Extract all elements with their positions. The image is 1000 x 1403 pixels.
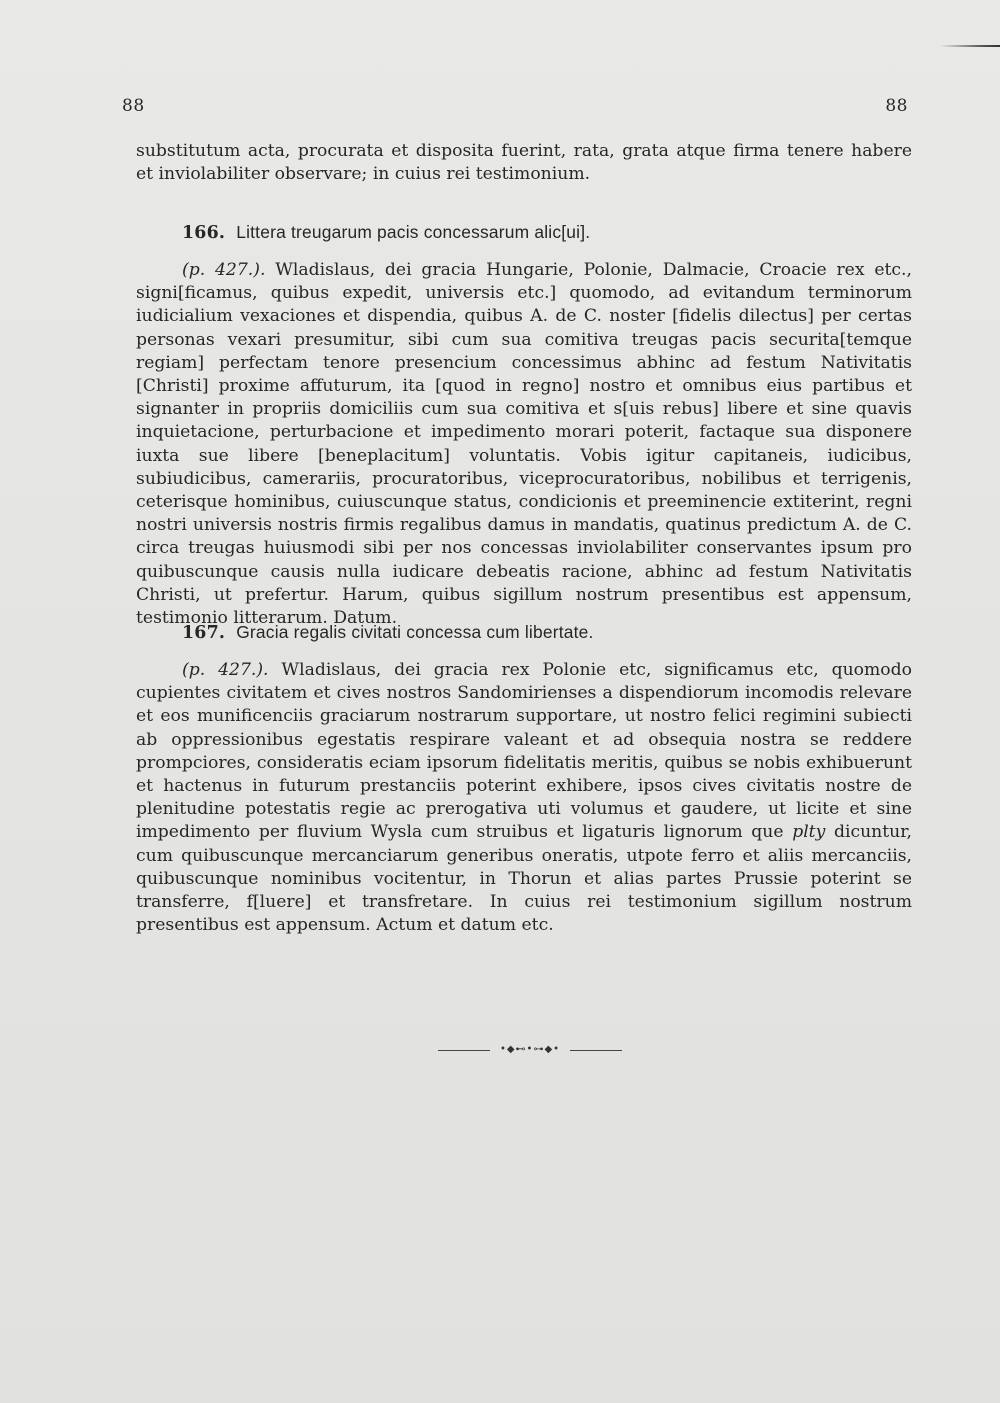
ornament-glyph: •◆⊷•⊶◆• (499, 1044, 561, 1055)
document-text-part-1: Wladislaus, dei gracia rex Polonie etc, significamus etc, quomodo cupientes civitatem et cives nostros Sandomirienses a dispendiorum incomodis relevare et eos munificenciis graciarum nostrarum supportare, ut nostro felici regimini subiecti ab oppressionibus egestatis respirare valeant et ad obsequia nostra se reddere prompciores, consideratis eciam ipsorum fidelitatis meritis, quibus se nobis exhibuerunt et hactenus in futurum prestanciis poterint exhibere, ipsos cives civitatis nostre de plenitudine potestatis regie ac prerogativa uti volumus et gaudere, ut licite et sine impedimento per fluvium Wysla cum struibus et ligaturis lignorum que (136, 660, 912, 843)
document-title: Gracia regalis civitati concessa cum libertate. (236, 622, 594, 642)
document-heading (182, 220, 912, 245)
document-text: Wladislaus, dei gracia Hungarie, Polonie, Dalmacie, Croacie rex etc., signi[ficamus, quibus expedit, universis etc.] quomodo, ad evitandum terminorum iudicialium vexaciones et dispendia, quibus A. de C. noster [fidelis dilectus] per certas personas vexari presumitur, sibi cum sua comitiva treugas pacis securita[temque regiam] perfectam tenore presencium concessimus abhinc ad festum Nativitatis [Christi] proxime affuturum, ita [quod in regno] nostro et omnibus eius partibus et signanter in propriis domiciliis cum sua comitiva et s[uis rebus] libere et sine quavis inquietacione, perturbacione et impedimento morari poterit, factaque sua disponere iuxta sue libere [beneplacitum] voluntatis. Vobis igitur capitaneis, iudicibus, subiudicibus, camerariis, procuratoribus, viceprocuratoribus, nobilibus et terrigenis, ceterisque hominibus, cuiuscunque status, condicionis et preeminencie extiterint, regni nostri universis nostris firmis regalibus damus in mandatis, quatinus predictum A. de C. circa treugas huiusmodi sibi per nos concessas inviolabiliter conservantes ipsum pro quibuscunque causis nulla iudicare debeatis racione, abhinc ad festum Nativitatis Christi, ut prefertur. Harum, quibus sigillum nostrum presentibus est appensum, testimonio litterarum. Datum. (136, 260, 912, 629)
document-167 (136, 620, 912, 937)
continuation-paragraph (136, 140, 912, 186)
ornament-rule-right (570, 1050, 622, 1051)
document-166 (136, 220, 912, 630)
page-reference: (p. 427.). (182, 260, 266, 280)
page-number-left: 88 (122, 96, 145, 116)
document-body (136, 259, 912, 630)
page-reference: (p. 427.). (182, 660, 269, 680)
document-title: Littera treugarum pacis concessarum alic[ui]. (236, 222, 591, 242)
document-body (136, 659, 912, 937)
document-number: 167. (182, 623, 226, 643)
document-text-part-2: dicuntur, cum quibuscunque mercanciarum generibus oneratis, utpote ferro et aliis mercanciis, quibuscunque nominibus vocitentur, in Thorun et alias partes Prussie poterint se transferre, f[luere] et transfretare. In cuius rei testimonium sigillum nostrum presentibus est appensum. Actum et datum etc. (136, 822, 912, 936)
page-number-right: 88 (885, 96, 908, 116)
continuation-text: substitutum acta, procurata et disposita fuerint, rata, grata atque firma tenere habere et inviolabiliter observare; in cuius rei testimonium. (136, 141, 912, 185)
document-number: 166. (182, 223, 226, 243)
scan-edge-mark (940, 45, 1000, 47)
document-heading (182, 620, 912, 645)
ornament-rule-left (438, 1050, 490, 1051)
end-ornament (438, 1044, 622, 1056)
italic-term: plty (792, 822, 826, 843)
